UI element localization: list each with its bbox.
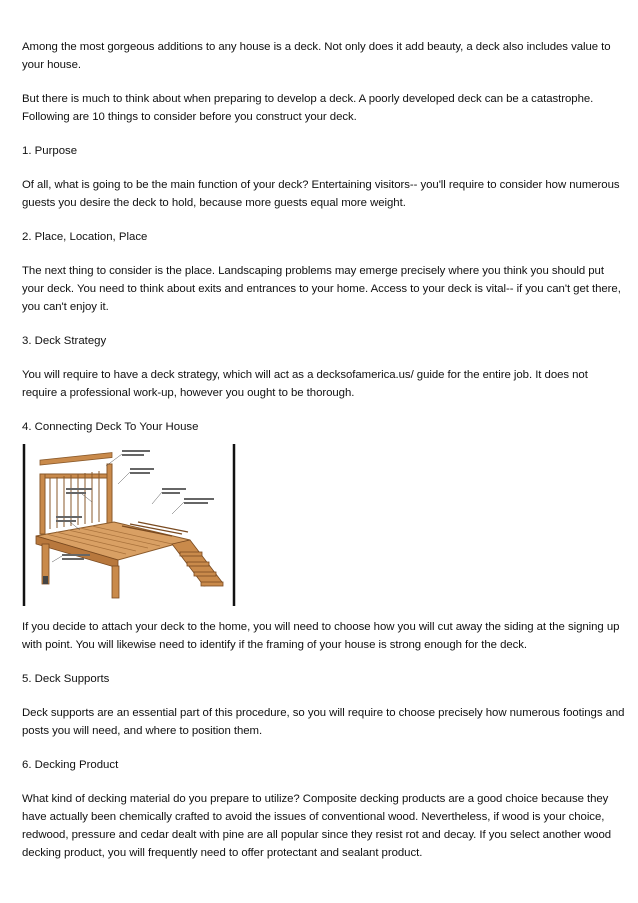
intro-paragraph-2: But there is much to think about when preparing to develop a deck. A poorly developed deck can be a catastrophe. Following are 10 things to consider before you construct your deck. xyxy=(22,93,594,123)
section-body-supports: Deck supports are an essential part of this procedure, so you will require to choose precisely how numerous footings and posts you will need, and where to position them. xyxy=(22,707,625,737)
section-body-decking: What kind of decking material do you prepare to utilize? Composite decking products are a good choice because they have actually been chemically crafted to avoid the issues of conventional wood. Nevertheless, if wood is your choice, redwood, pressure and cedar dealt with pine are all popular since they resist rot and decay. If you select another wood decking product, you will frequently need to offer protectant and sealant product. xyxy=(22,793,612,859)
section-heading-strategy: 3. Deck Strategy xyxy=(22,335,107,347)
intro-paragraph-1: Among the most gorgeous additions to any house is a deck. Not only does it add beauty, a deck also includes value to your house. xyxy=(22,41,611,71)
section-body-strategy: You will require to have a deck strategy, which will act as a decksofamerica.us/ guide for the entire job. It does not require a professional work-up, however you ought to be thorough. xyxy=(22,369,588,399)
deck-illustration xyxy=(22,444,242,608)
section-heading-decking: 6. Decking Product xyxy=(22,759,119,771)
section-heading-purpose: 1. Purpose xyxy=(22,145,78,157)
article xyxy=(22,38,626,862)
section-heading-connecting: 4. Connecting Deck To Your House xyxy=(22,421,199,433)
section-heading-supports: 5. Deck Supports xyxy=(22,673,110,685)
section-heading-place: 2. Place, Location, Place xyxy=(22,231,148,243)
section-body-purpose: Of all, what is going to be the main function of your deck? Entertaining visitors-- you'll require to consider how numerous guests you desire the deck to hold, because more guests equal more weight. xyxy=(22,179,620,209)
section-body-connecting: If you decide to attach your deck to the home, you will need to choose how you will cut away the siding at the signing up with point. You will likewise need to identify if the framing of your house is strong enough for the deck. xyxy=(22,621,620,651)
section-body-place: The next thing to consider is the place. Landscaping problems may emerge precisely where you think you should put your deck. You need to think about exits and entrances to your home. Access to your deck is vital-- if you can't get there, you can't enjoy it. xyxy=(22,265,621,313)
deck-diagram-image xyxy=(22,444,242,608)
